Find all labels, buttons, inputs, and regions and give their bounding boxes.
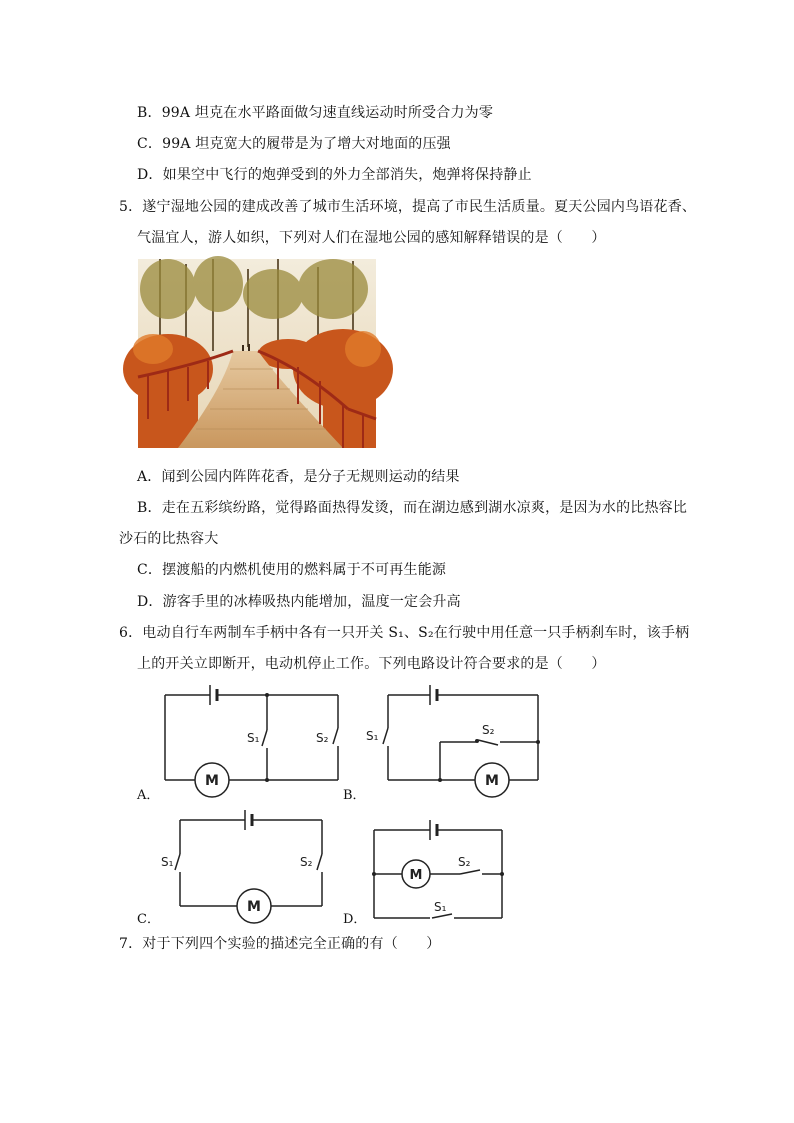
switch-s2-label: S₂ [458,855,471,869]
switch-s2-label: S₂ [300,855,313,869]
choice-label-b: B． [343,788,366,803]
q5-stem-line2: 气温宜人，游人如织，下列对人们在湿地公园的感知解释错误的是（ ） [137,230,606,246]
motor-symbol: M [247,899,261,915]
choice-label-d: D． [343,912,367,927]
q5-option-b-line1: B．走在五彩缤纷路，觉得路面热得发烫，而在湖边感到湖水凉爽，是因为水的比热容比 [137,500,688,516]
q5-option-c: C．摆渡船的内燃机使用的燃料属于不可再生能源 [137,562,447,578]
q4-option-c: C．99A 坦克宽大的履带是为了增大对地面的压强 [137,136,451,152]
q7-stem: 7．对于下列四个实验的描述完全正确的有（ ） [119,936,441,952]
circuit-diagram-c [160,806,335,918]
switch-s1-label: S₁ [366,729,379,743]
q4-option-b: B．99A 坦克在水平路面做匀速直线运动时所受合力为零 [137,105,494,121]
q5-option-b-line2: 沙石的比热容大 [119,531,219,547]
switch-s2-label: S₂ [482,723,495,737]
switch-s1-label: S₁ [247,731,260,745]
switch-s1-label: S₁ [161,855,174,869]
q6-stem-line2: 上的开关立即断开，电动机停止工作。下列电路设计符合要求的是（ ） [137,656,606,672]
q5-option-d: D．游客手里的冰棒吸热内能增加，温度一定会升高 [137,594,461,610]
q4-option-d: D．如果空中飞行的炮弹受到的外力全部消失，炮弹将保持静止 [137,167,532,183]
wetland-park-photo [138,259,376,448]
circuit-diagram-a [150,680,350,790]
q6-stem-line1: 6．电动自行车两制车手柄中各有一只开关 S₁、S₂在行驶中用任意一只手柄刹车时，该手柄 [119,625,690,641]
choice-label-a: A． [137,788,160,803]
circuit-diagram-b [366,680,548,790]
motor-symbol: M [409,868,423,883]
q5-stem-line1: 5．遂宁湿地公园的建成改善了城市生活环境，提高了市民生活质量。夏天公园内鸟语花香、 [119,199,697,215]
circuit-diagram-d [362,818,512,922]
q5-option-a: A．闻到公园内阵阵花香，是分子无规则运动的结果 [137,469,460,485]
motor-symbol: M [205,773,219,789]
switch-s1-label: S₁ [434,900,447,914]
switch-s2-label: S₂ [316,731,329,745]
choice-label-c: C． [137,912,160,927]
motor-symbol: M [485,773,499,789]
